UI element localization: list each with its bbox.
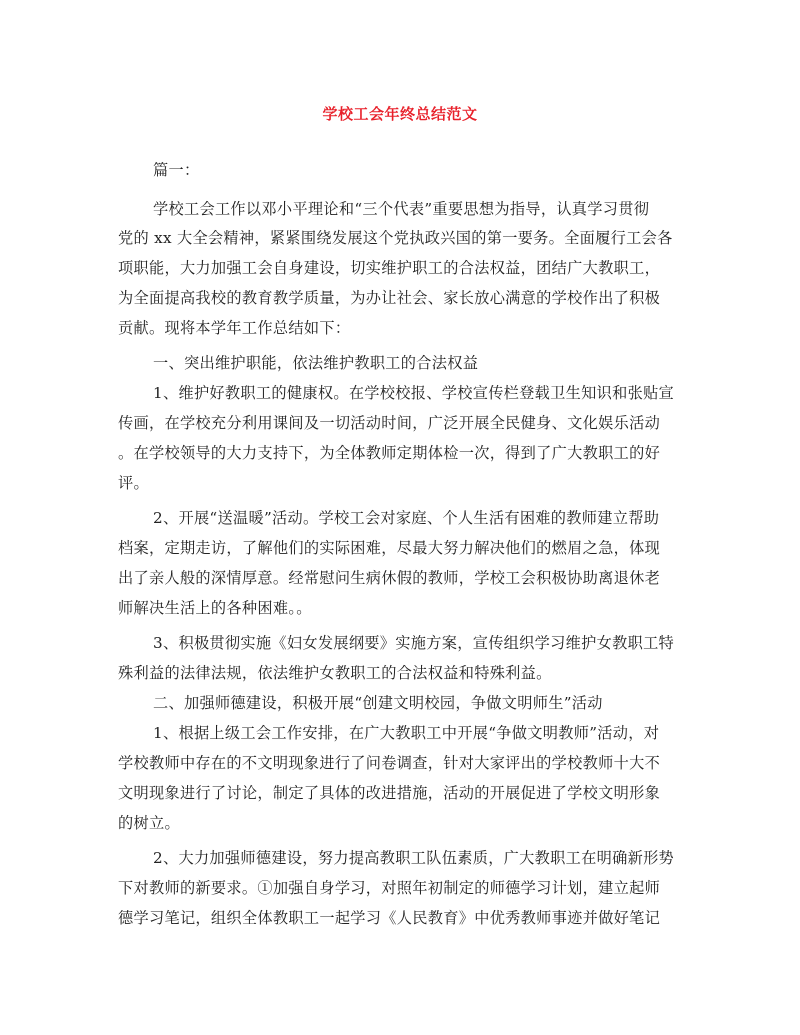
text-line: 项职能，大力加强工会自身建设，切实维护职工的合法权益，团结广大教职工， <box>118 259 661 277</box>
text-line: 1、根据上级工会工作安排，在广大教职工中开展“争做文明教师”活动，对 <box>153 724 660 742</box>
text-line: 为全面提高我校的教育教学质量，为办让社会、家长放心满意的学校作出了积极 <box>118 289 661 307</box>
text-line: 的树立。 <box>118 814 180 832</box>
text-line: 下对教师的新要求。①加强自身学习，对照年初制定的师德学习计划，建立起师 <box>118 879 661 897</box>
text-line: 2、大力加强师德建设，努力提高教职工队伍素质，广大教职工在明确新形势 <box>153 849 675 867</box>
document-title: 学校工会年终总结范文 <box>322 105 478 123</box>
text-line: 学校工会工作以邓小平理论和“三个代表”重要思想为指导，认真学习贯彻 <box>153 200 650 218</box>
text-line: 文明现象进行了讨论，制定了具体的改进措施，活动的开展促进了学校文明形象 <box>118 784 661 802</box>
text-line: 殊利益的法律法规，依法维护女教职工的合法权益和特殊利益。 <box>118 664 552 682</box>
text-line: 二、加强师德建设，积极开展“创建文明校园，争做文明师生”活动 <box>153 694 603 712</box>
text-line: 德学习笔记，组织全体教职工一起学习《人民教育》中优秀教师事迹并做好笔记 <box>118 909 661 927</box>
text-line: 学校教师中存在的不文明现象进行了问卷调查，针对大家评出的学校教师十大不 <box>118 754 661 772</box>
text-line: 篇一： <box>153 161 200 179</box>
text-line: 1、维护好教职工的健康权。在学校校报、学校宣传栏登载卫生知识和张贴宣 <box>153 384 675 402</box>
text-line: 评。 <box>118 474 149 492</box>
text-line: 档案，定期走访，了解他们的实际困难，尽最大努力解决他们的燃眉之急，体现 <box>118 539 661 557</box>
text-line: 一、突出维护职能，依法维护教职工的合法权益 <box>153 354 479 372</box>
text-line: 3、积极贯彻实施《妇女发展纲要》实施方案，宣传组织学习维护女教职工特 <box>153 634 675 652</box>
text-line: 师解决生活上的各种困难。。 <box>118 599 312 617</box>
text-line: 党的 xx 大全会精神，紧紧围绕发展这个党执政兴国的第一要务。全面履行工会各 <box>118 229 673 247</box>
text-line: 传画，在学校充分利用课间及一切活动时间，广泛开展全民健身、文化娱乐活动 <box>118 414 661 432</box>
text-line: 2、开展“送温暖”活动。学校工会对家庭、个人生活有困难的教师建立帮助 <box>153 509 660 527</box>
text-line: 。在学校领导的大力支持下，为全体教师定期体检一次，得到了广大教职工的好 <box>118 444 661 462</box>
text-line: 贡献。现将本学年工作总结如下： <box>118 319 351 337</box>
text-line: 出了亲人般的深情厚意。经常慰问生病休假的教师，学校工会积极协助离退休老 <box>118 569 661 587</box>
